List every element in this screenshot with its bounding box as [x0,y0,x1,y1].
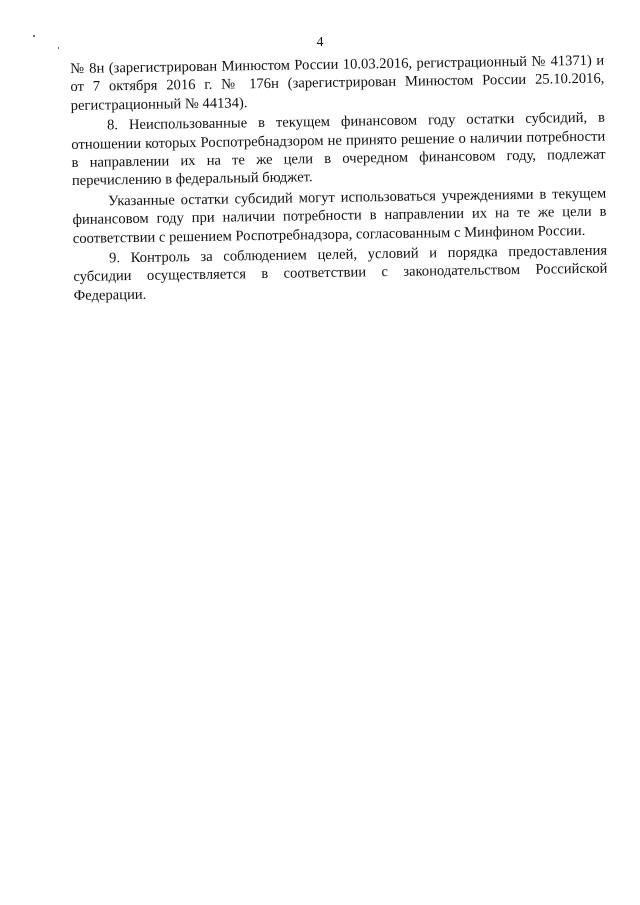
paragraph-remaining-subsidies: Указанные остатки субсидий могут использоваться учреждениями в текущем финансовом году при наличии потребности в направлении их на те же цели в соответствии с решением Роспотребнадзора, согласованным с Минфином России. [72,185,607,247]
paragraph-item-8: 8. Неиспользованные в текущем финансовом году остатки субсидий, в отношении которых Роспотребнадзором не принято решение о наличии потребности в направлении их на те же цели в очередном финансовом году, подлежат перечислению в федеральный бюджет. [71,109,606,190]
paragraph-item-9: 9. Контроль за соблюдением целей, условий и порядка предоставления субсидии осуществляется в соответствии с законодательством Российской Федерации. [73,242,608,304]
page-number: 4 [316,35,324,50]
document-body [70,52,608,306]
paragraph-continuation: № 8н (зарегистрирован Минюстом России 10.03.2016, регистрационный № 41371) и от 7 октября 2016 г. № 176н (зарегистрирован Минюстом России 25.10.2016, регистрационный № 44134). [70,52,605,114]
